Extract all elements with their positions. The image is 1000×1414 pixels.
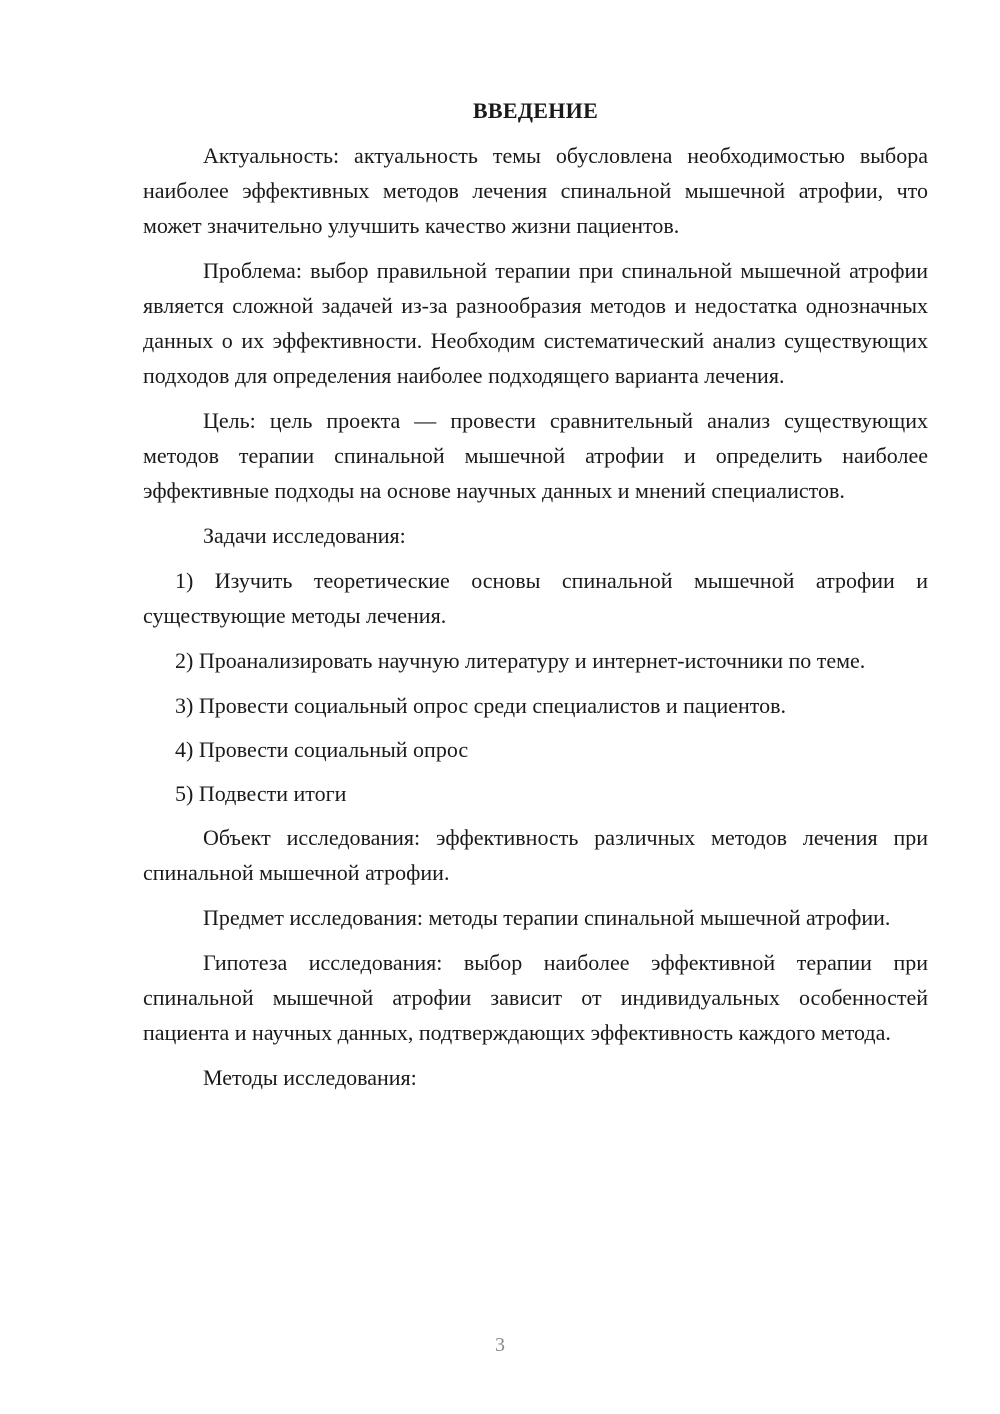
page-number: 3 bbox=[495, 1334, 505, 1356]
paragraph-problem: Проблема: выбор правильной терапии при спинальной мышечной атрофии является сложной задачей из-за разнообразия методов и недостатка однозначных данных о их эффективности. Необходим систематический анализ существующих подходов для определения наиболее подходящего варианта лечения. bbox=[143, 258, 928, 388]
paragraph-object: Объект исследования: эффективность различных методов лечения при спинальной мышечной атрофии. bbox=[143, 825, 928, 885]
paragraph-goal: Цель: цель проекта — провести сравнительный анализ существующих методов терапии спинальной мышечной атрофии и определить наиболее эффективные подходы на основе научных данных и мнений специалистов. bbox=[143, 408, 928, 503]
paragraph-tasks-heading: Задачи исследования: bbox=[203, 523, 406, 548]
paragraph-methods: Методы исследования: bbox=[203, 1065, 417, 1090]
paragraph-hypothesis: Гипотеза исследования: выбор наиболее эффективной терапии при спинальной мышечной атрофии зависит от индивидуальных особенностей пациента и научных данных, подтверждающих эффективность каждого метода. bbox=[143, 950, 928, 1045]
task-item-4: 4) Провести социальный опрос bbox=[175, 737, 469, 762]
paragraph-relevance: Актуальность: актуальность темы обусловлена необходимостью выбора наиболее эффективных методов лечения спинальной мышечной атрофии, что может значительно улучшить качество жизни пациентов. bbox=[143, 143, 928, 238]
task-item-3: 3) Провести социальный опрос среди специалистов и пациентов. bbox=[175, 693, 786, 718]
task-item-5: 5) Подвести итоги bbox=[175, 781, 347, 806]
task-item-1: 1) Изучить теоретические основы спинальной мышечной атрофии и существующие методы лечения. bbox=[143, 568, 928, 628]
section-title: ВВЕДЕНИЕ bbox=[472, 98, 599, 123]
paragraph-subject: Предмет исследования: методы терапии спинальной мышечной атрофии. bbox=[203, 905, 891, 930]
task-item-2: 2) Проанализировать научную литературу и интернет-источники по теме. bbox=[175, 648, 866, 673]
document-page bbox=[143, 96, 928, 1095]
